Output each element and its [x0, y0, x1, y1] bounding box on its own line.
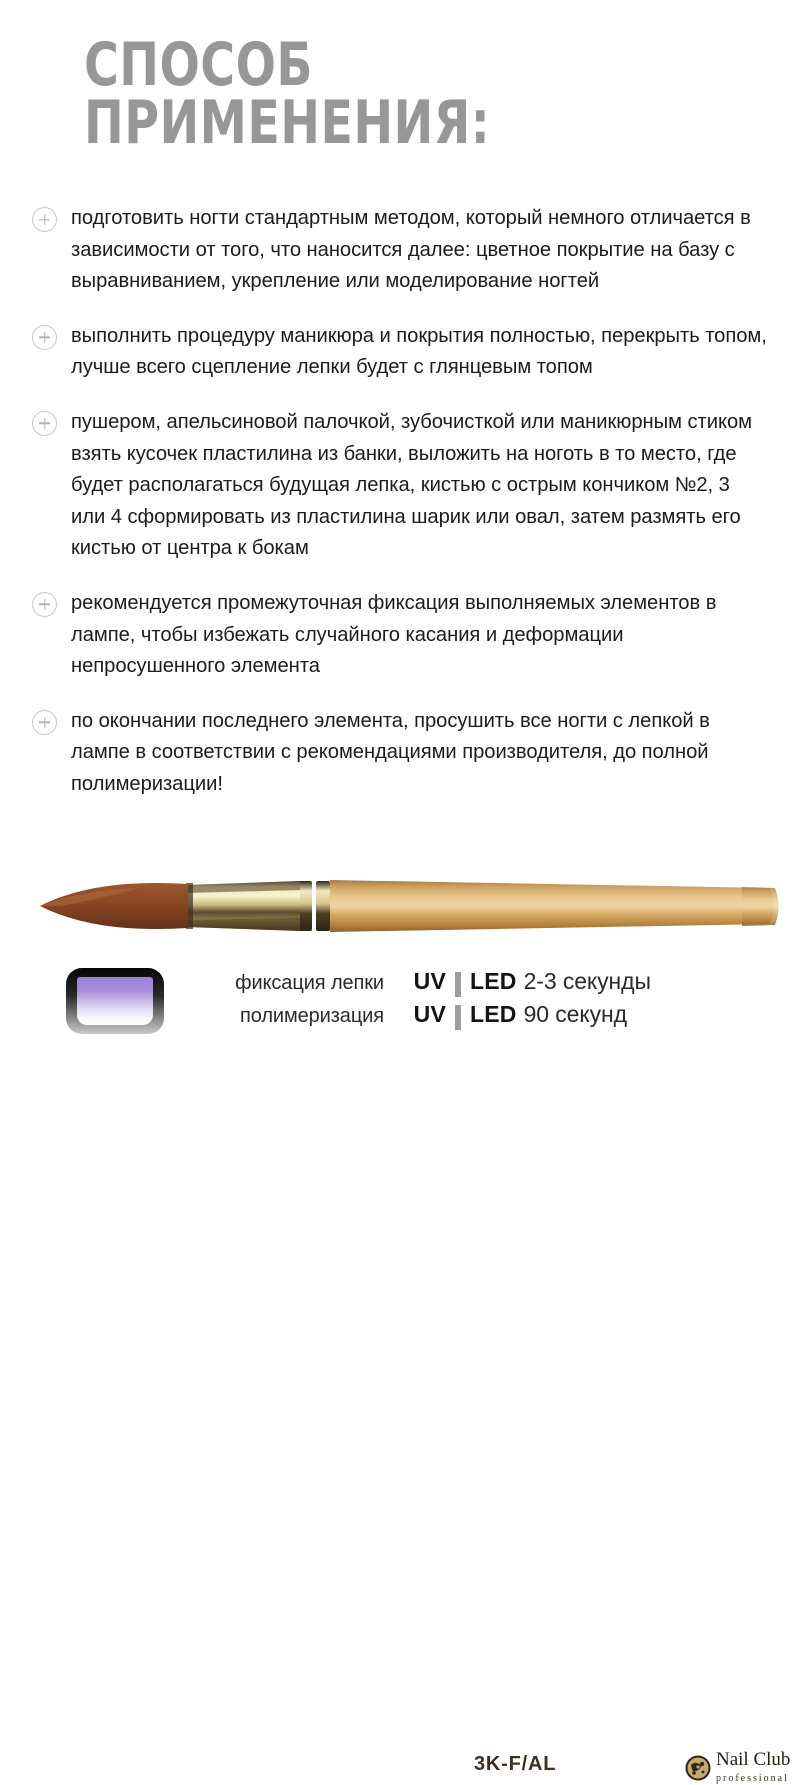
- list-item: [32, 321, 768, 384]
- curing-time: 2-3 секунды: [523, 968, 651, 994]
- logo-emblem-icon: [685, 1755, 711, 1781]
- brush-graphic: [0, 866, 800, 946]
- uv-label: UV: [413, 1001, 446, 1027]
- nail-club-logo: [685, 1750, 790, 1785]
- step-text: по окончании последнего элемента, просушить все ногти с лепкой в лампе в соответствии с рекомендациями производителя, до полной полимеризации!: [71, 709, 710, 795]
- led-label: LED: [470, 968, 517, 994]
- list-item: [32, 203, 768, 298]
- page-title-line-2: ПРИМЕНЕНИЯ:: [84, 88, 491, 158]
- list-item: [32, 706, 768, 801]
- plus-circle-icon: [32, 207, 57, 232]
- curing-info-footer: [66, 968, 746, 1034]
- step-text: подготовить ногти стандартным методом, который немного отличается в зависимости от того, что наносится далее: цветное покрытие на базу с выравниванием, укрепление или моделирование ногтей: [71, 207, 751, 293]
- logo-name: Nail Club: [716, 1749, 791, 1770]
- curing-label: фиксация лепки: [235, 972, 384, 994]
- page-title: [84, 30, 724, 158]
- curing-rows: [186, 968, 746, 1034]
- curing-row: [186, 968, 746, 1001]
- plus-circle-icon: [32, 592, 57, 617]
- uv-label: UV: [413, 968, 446, 994]
- plus-circle-icon: [32, 411, 57, 436]
- step-text: выполнить процедуру маникюра и покрытия полностью, перекрыть топом, лучше всего сцепление лепки будет с глянцевым топом: [71, 324, 767, 379]
- step-text: пушером, апельсиновой палочкой, зубочисткой или маникюрным стиком взять кусочек пластилина из банки, выложить на ноготь в то место, где будет располагаться будущая лепка, кистью с острым кончиком №2, 3 или 4 сформировать из пластилина шарик или овал, затем размять его кистью от центра к бокам: [71, 410, 752, 560]
- uv-lamp-icon: [66, 968, 164, 1034]
- list-item: [32, 407, 768, 565]
- list-item: [32, 588, 768, 683]
- curing-label: полимеризация: [240, 1005, 384, 1027]
- brush-code-label: 3K-F/AL: [474, 1753, 557, 1775]
- divider: [455, 1005, 461, 1030]
- plus-circle-icon: [32, 325, 57, 350]
- lamp-screen: [77, 977, 153, 1025]
- plus-circle-icon: [32, 710, 57, 735]
- logo-subtitle: professional: [716, 1773, 789, 1784]
- instruction-steps-list: [32, 203, 768, 824]
- divider: [455, 972, 461, 997]
- led-label: LED: [470, 1001, 517, 1027]
- curing-time: 90 секунд: [523, 1001, 627, 1027]
- step-text: рекомендуется промежуточная фиксация выполняемых элементов в лампе, чтобы избежать случайного касания и деформации непросушенного элемента: [71, 591, 717, 678]
- page-title-line-1: СПОСОБ: [84, 30, 314, 100]
- curing-row: [186, 1001, 746, 1034]
- logo-text-block: [716, 1750, 790, 1785]
